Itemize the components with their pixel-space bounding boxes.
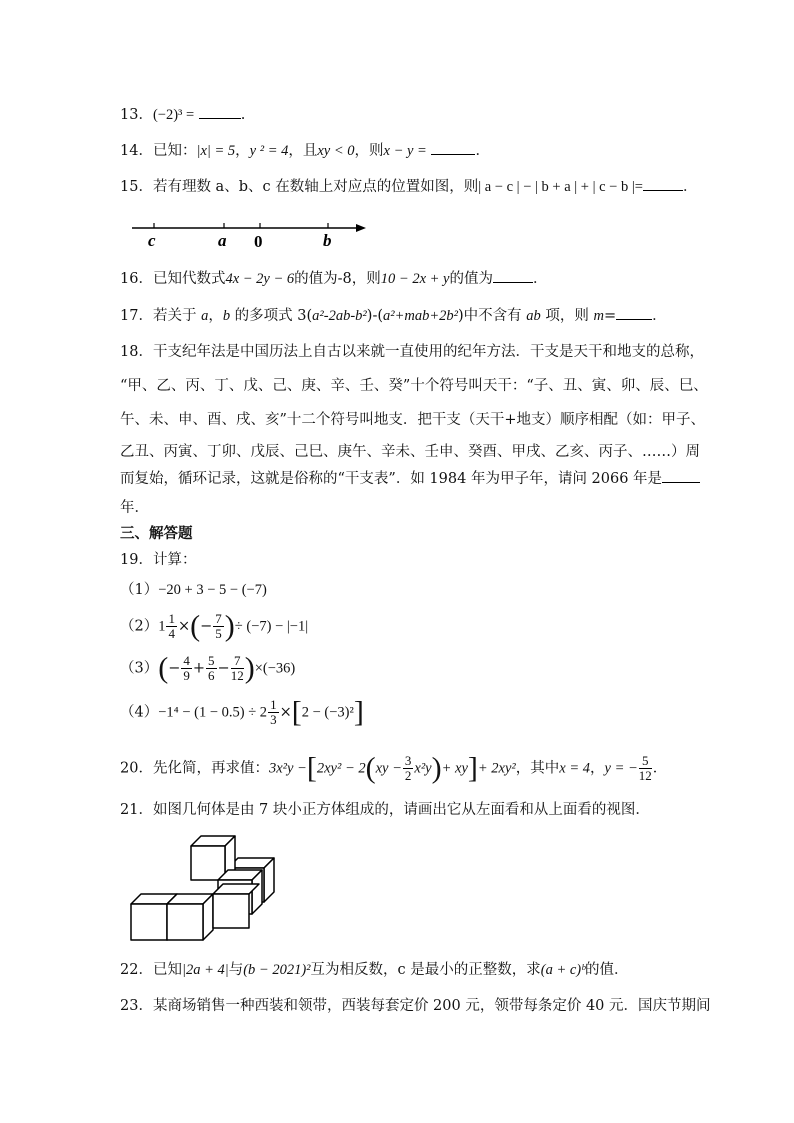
fraction: $\frac{1}{3}$ bbox=[270, 697, 277, 727]
q17-text-e: 项，则 bbox=[540, 308, 594, 324]
q16-expression-1: 4x − 2y − 6 bbox=[225, 271, 295, 287]
q20-expr-1: 3x²y − bbox=[268, 760, 307, 777]
q17-equals: = bbox=[603, 308, 617, 324]
point-label-b: b bbox=[323, 231, 332, 250]
q14-end: ． bbox=[475, 143, 490, 159]
q20-text-a: 20．先化简，再求值： bbox=[120, 760, 269, 777]
point-label-c: c bbox=[148, 231, 156, 250]
arrow-head-icon bbox=[356, 224, 366, 232]
q20-expr-2: 2xy² − 2 bbox=[316, 760, 366, 777]
question-13 bbox=[120, 104, 245, 125]
fraction: $\frac{3}{2}$ bbox=[404, 753, 412, 783]
q15-text: 15．若有理数 a、b、c 在数轴上对应点的位置如图，则 bbox=[120, 179, 479, 195]
mixed-number-whole: 1 bbox=[158, 618, 166, 635]
fraction: $\frac{5}{6}$ bbox=[208, 653, 215, 683]
q20-comma: ， bbox=[590, 760, 605, 777]
times-sign: × bbox=[279, 704, 292, 721]
answer-blank[interactable] bbox=[643, 176, 683, 191]
question-18-line-3: 午、未、申、酉、戌、亥”十二个符号叫地支．把干支（天干+地支）顺序相配（如：甲子、 bbox=[120, 412, 706, 428]
q14-text: 14．已知： bbox=[120, 143, 197, 159]
q14-sep3: ，则 bbox=[354, 143, 384, 159]
answer-blank[interactable] bbox=[662, 468, 700, 483]
q14-xy: xy < 0 bbox=[317, 143, 355, 159]
q17-comma: ， bbox=[208, 308, 223, 324]
q20-expr-4: x²y bbox=[414, 760, 432, 777]
q20-end: ． bbox=[652, 760, 668, 777]
q22-text-b: 与 bbox=[228, 962, 244, 978]
q13-number: 13． bbox=[120, 107, 153, 123]
q13-expression: (−2)³ = bbox=[152, 107, 195, 123]
cube bbox=[167, 894, 213, 940]
question-18-line-1: 18．干支纪年法是中国历法上自古以来就一直使用的纪年方法．干支是天干和地支的总称， bbox=[120, 344, 704, 360]
q15-end: ． bbox=[682, 179, 698, 195]
q20-x-value: x = 4 bbox=[559, 760, 591, 777]
part-3-label: （3） bbox=[120, 660, 159, 677]
q17-text-b: 的多项式 3( bbox=[230, 308, 313, 324]
answer-blank[interactable] bbox=[493, 268, 533, 283]
part-4-label: （4） bbox=[120, 704, 159, 721]
answer-blank[interactable] bbox=[616, 305, 652, 320]
part-2-label: （2） bbox=[120, 618, 159, 635]
q16-text-c: 的值为 bbox=[449, 271, 493, 287]
section-heading: 三、解答题 bbox=[120, 525, 193, 542]
question-19-heading: 19．计算： bbox=[120, 552, 197, 568]
q20-expr-5: + xy bbox=[441, 760, 468, 777]
q20-expr-3: xy − bbox=[375, 760, 402, 777]
question-19-part-3: （3）(− $\frac{4}{9}$ + $\frac{5}{6}$ − $\frac{7}{12}$ )×(−36) bbox=[120, 651, 296, 685]
q20-y-value: y = − bbox=[604, 760, 638, 777]
fraction: $\frac{7}{5}$ bbox=[215, 611, 222, 641]
question-17 bbox=[120, 305, 667, 326]
q20-expr-6: + 2xy² bbox=[477, 760, 516, 777]
q17-var-m: m bbox=[593, 308, 604, 324]
part-3-rest: ×(−36) bbox=[254, 660, 296, 677]
q17-text-d: )中不含有 bbox=[458, 308, 527, 324]
question-21: 21．如图几何体是由 7 块小正方体组成的，请画出它从左面看和从上面看的视图． bbox=[120, 802, 650, 818]
q22-text-d: 的值． bbox=[585, 962, 629, 978]
part-1-label: （1） bbox=[120, 582, 159, 598]
question-19-part-1 bbox=[120, 580, 267, 600]
part-1-expression: −20 + 3 − 5 − (−7) bbox=[158, 582, 267, 598]
q18-line-5-text: 而复始，循环记录，这就是俗称的“干支表”．如 1984 年为甲子年，请问 2066 年是 bbox=[120, 471, 663, 487]
part-2-rest: ÷ (−7) − |−1| bbox=[234, 618, 309, 635]
fraction: $\frac{5}{12}$ bbox=[638, 753, 652, 783]
q17-polynomial-2: a²+mab+2b² bbox=[383, 308, 458, 324]
fraction: $\frac{1}{4}$ bbox=[168, 611, 175, 641]
q17-var-b: b bbox=[222, 308, 231, 324]
q16-text-b: 的值为-8，则 bbox=[294, 271, 381, 287]
question-18-line-2: “甲、乙、丙、丁、戊、己、庚、辛、壬、癸”十个符号叫天干：“子、丑、寅、卯、辰、巳、 bbox=[120, 378, 708, 394]
question-19-part-4: （4）−1⁴ − (1 − 0.5) ÷ 2 $\frac{1}{3}$ ×[2 − (−3)²] bbox=[120, 695, 364, 729]
q22-expr-3: (a + c)ᵇ bbox=[540, 962, 586, 978]
fraction: $\frac{7}{12}$ bbox=[230, 653, 244, 683]
q17-text-a: 17．若关于 bbox=[120, 308, 202, 324]
answer-blank[interactable] bbox=[431, 140, 475, 155]
q14-sep1: ， bbox=[235, 143, 250, 159]
question-23: 23．某商场销售一种西装和领带，西装每套定价 200 元，领带每条定价 40 元．国庆节期间 bbox=[120, 998, 711, 1014]
question-14 bbox=[120, 140, 490, 161]
times-sign: × bbox=[177, 618, 191, 635]
q15-expression: | a − c | − | b + a | + | c − b |= bbox=[478, 179, 643, 195]
q22-text-a: 22．已知 bbox=[120, 962, 182, 978]
q16-end: ． bbox=[532, 271, 548, 287]
question-18-line-4: 乙丑、丙寅、丁卯、戊辰、己巳、庚午、辛未、壬申、癸酉、甲戌、乙亥、丙子、……）周 bbox=[120, 444, 700, 460]
q14-y-squared: y ² = 4 bbox=[249, 143, 289, 159]
question-18-line-6: 年． bbox=[120, 500, 149, 516]
q17-var-a: a bbox=[201, 308, 209, 324]
part-4-expression-a: −1⁴ − (1 − 0.5) ÷ 2 bbox=[158, 704, 268, 721]
question-22 bbox=[120, 960, 629, 980]
question-20: 20．先化简，再求值：3x²y −[2xy² − 2(xy − $\frac{3}{2}$ x²y)+ xy]+ 2xy²，其中x = 4，y = − $\frac{5}{12}$ ． bbox=[120, 751, 668, 785]
question-19-part-2: （2）1 $\frac{1}{4}$ ×(− $\frac{7}{5}$ )÷ (−7) − |−1| bbox=[120, 609, 309, 643]
q14-x-minus-y: x − y = bbox=[383, 143, 427, 159]
q13-end: . bbox=[240, 107, 246, 123]
q22-expr-2: (b − 2021)² bbox=[243, 962, 311, 978]
q22-expr-1: |2a + 4| bbox=[181, 962, 229, 978]
question-15 bbox=[120, 176, 697, 197]
q17-text-c: )-( bbox=[366, 308, 383, 324]
cubes-figure bbox=[128, 832, 278, 944]
q17-end: ． bbox=[652, 308, 667, 324]
q20-text-b: ，其中 bbox=[515, 760, 560, 777]
q16-text-a: 16．已知代数式 bbox=[120, 271, 226, 287]
number-line-figure bbox=[128, 212, 373, 252]
q16-expression-2: 10 − 2x + y bbox=[380, 271, 450, 287]
q17-polynomial-1: a²-2ab-b² bbox=[312, 308, 367, 324]
point-label-zero: 0 bbox=[254, 232, 263, 251]
part-4-expression-c: 2 − (−3)² bbox=[301, 704, 354, 721]
question-16 bbox=[120, 268, 547, 289]
q14-sep2: ，且 bbox=[288, 143, 318, 159]
answer-blank[interactable] bbox=[199, 104, 241, 119]
q14-x-abs: |x| = 5 bbox=[196, 143, 236, 159]
q22-text-c: 互为相反数，c 是最小的正整数，求 bbox=[310, 962, 541, 978]
q17-var-ab: ab bbox=[526, 308, 541, 324]
point-label-a: a bbox=[218, 231, 227, 250]
fraction: $\frac{4}{9}$ bbox=[183, 653, 190, 683]
question-18-line-5 bbox=[120, 468, 700, 489]
